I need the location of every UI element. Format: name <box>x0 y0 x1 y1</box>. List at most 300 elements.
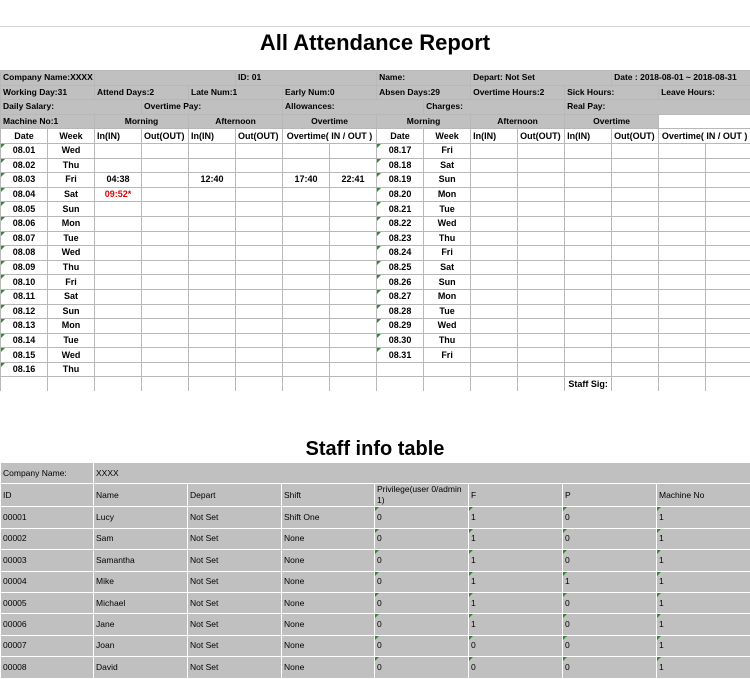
time-cell <box>518 231 565 246</box>
week-cell: Thu <box>48 362 95 377</box>
table-row <box>1 550 750 571</box>
staff-cell: 0 <box>563 614 657 635</box>
time-cell <box>612 348 659 363</box>
header-field: Company Name:XXXX <box>1 71 95 86</box>
column-header: Privilege(user 0/admin 1) <box>375 484 469 507</box>
column-header: Out(OUT) <box>612 129 659 144</box>
staff-cell: Not Set <box>188 635 282 656</box>
time-cell <box>659 158 706 173</box>
company-label: Company Name: <box>1 463 94 484</box>
table-row <box>1 216 750 231</box>
empty-cell <box>377 377 424 391</box>
empty-cell <box>48 377 95 391</box>
staff-cell: 0 <box>375 550 469 571</box>
header-field: Real Pay: <box>565 100 750 115</box>
date-cell: 08.19 <box>377 173 424 188</box>
header-field <box>95 71 236 86</box>
overtime-in-cell <box>283 362 330 377</box>
time-cell <box>565 260 612 275</box>
morning-out-cell <box>142 304 189 319</box>
afternoon-out-cell <box>236 289 283 304</box>
overtime-in-cell <box>283 216 330 231</box>
date-cell: 08.06 <box>1 216 48 231</box>
table-row <box>1 202 750 217</box>
header-field: Overtime Pay: <box>142 100 283 115</box>
week-cell: Fri <box>424 348 471 363</box>
time-cell <box>612 289 659 304</box>
empty-cell <box>471 362 518 377</box>
staff-cell: 0 <box>375 614 469 635</box>
week-cell: Wed <box>48 246 95 261</box>
week-cell: Thu <box>424 231 471 246</box>
week-cell: Mon <box>424 289 471 304</box>
table-row <box>1 614 750 635</box>
overtime-in-cell <box>283 333 330 348</box>
date-cell: 08.16 <box>1 362 48 377</box>
empty-cell <box>1 377 48 391</box>
time-cell <box>659 289 706 304</box>
staff-cell: None <box>282 550 375 571</box>
date-cell: 08.12 <box>1 304 48 319</box>
time-cell <box>612 319 659 334</box>
time-cell <box>518 333 565 348</box>
morning-out-cell <box>142 246 189 261</box>
time-cell <box>471 202 518 217</box>
time-cell <box>659 319 706 334</box>
table-row <box>1 260 750 275</box>
header-field: Working Day:31 <box>1 85 95 100</box>
time-cell <box>612 333 659 348</box>
week-cell: Mon <box>424 187 471 202</box>
header-field: Afternoon <box>189 114 283 129</box>
afternoon-out-cell <box>236 158 283 173</box>
column-header: ID <box>1 484 94 507</box>
morning-in-cell <box>95 143 142 158</box>
morning-in-cell <box>95 158 142 173</box>
empty-cell <box>189 377 236 391</box>
afternoon-in-cell <box>189 231 236 246</box>
afternoon-out-cell <box>236 173 283 188</box>
morning-in-cell <box>95 333 142 348</box>
staff-cell: Not Set <box>188 614 282 635</box>
company-value: XXXX <box>94 463 750 484</box>
staff-cell: 00002 <box>1 528 94 549</box>
time-cell <box>706 260 750 275</box>
time-cell <box>518 246 565 261</box>
week-cell: Tue <box>48 231 95 246</box>
staff-info-title: Staff info table <box>0 436 750 462</box>
staff-cell: 1 <box>657 571 750 592</box>
time-cell <box>471 187 518 202</box>
staff-cell: Lucy <box>94 507 188 528</box>
time-cell <box>612 143 659 158</box>
afternoon-out-cell <box>236 187 283 202</box>
table-row <box>1 304 750 319</box>
header-field: Late Num:1 <box>189 85 283 100</box>
time-cell <box>471 289 518 304</box>
date-cell: 08.17 <box>377 143 424 158</box>
week-cell: Sat <box>424 260 471 275</box>
header-field: Daily Salary: <box>1 100 142 115</box>
week-cell: Mon <box>48 319 95 334</box>
report-header-row <box>1 85 750 100</box>
staff-cell: Jane <box>94 614 188 635</box>
week-cell: Tue <box>424 304 471 319</box>
column-header: Overtime( IN / OUT ) <box>283 129 377 144</box>
overtime-in-cell <box>283 289 330 304</box>
staff-cell: 00001 <box>1 507 94 528</box>
staff-cell: 1 <box>657 635 750 656</box>
afternoon-out-cell <box>236 319 283 334</box>
staff-signature-label: Staff Sig: <box>565 377 612 391</box>
header-field: Overtime Hours:2 <box>471 85 565 100</box>
table-row <box>1 246 750 261</box>
overtime-in-cell <box>283 143 330 158</box>
date-cell: 08.11 <box>1 289 48 304</box>
header-field: Name: <box>377 71 471 86</box>
overtime-in-cell <box>283 304 330 319</box>
date-cell: 08.22 <box>377 216 424 231</box>
time-cell <box>659 260 706 275</box>
staff-cell: 1 <box>469 592 563 613</box>
staff-cell: 0 <box>469 657 563 678</box>
morning-in-cell <box>95 216 142 231</box>
time-cell <box>706 246 750 261</box>
time-cell <box>471 319 518 334</box>
staff-cell: 0 <box>563 635 657 656</box>
afternoon-in-cell <box>189 275 236 290</box>
overtime-out-cell <box>330 187 377 202</box>
afternoon-in-cell <box>189 319 236 334</box>
morning-in-cell <box>95 275 142 290</box>
time-cell <box>659 348 706 363</box>
table-row <box>1 362 750 377</box>
staff-cell: 1 <box>657 657 750 678</box>
overtime-out-cell <box>330 158 377 173</box>
week-cell: Tue <box>48 333 95 348</box>
time-cell <box>471 260 518 275</box>
morning-in-cell <box>95 304 142 319</box>
date-cell: 08.18 <box>377 158 424 173</box>
morning-out-cell <box>142 362 189 377</box>
time-cell <box>706 216 750 231</box>
empty-cell <box>518 377 565 391</box>
report-header-row <box>1 100 750 115</box>
week-cell: Sun <box>424 173 471 188</box>
staff-cell: Not Set <box>188 528 282 549</box>
staff-cell: 1 <box>469 571 563 592</box>
afternoon-in-cell: 12:40 <box>189 173 236 188</box>
time-cell <box>706 202 750 217</box>
column-header: Machine No <box>657 484 750 507</box>
time-cell <box>706 187 750 202</box>
time-cell <box>612 158 659 173</box>
staff-cell: 0 <box>563 507 657 528</box>
staff-cell: 00007 <box>1 635 94 656</box>
time-cell <box>471 348 518 363</box>
morning-in-cell <box>95 231 142 246</box>
time-cell <box>659 216 706 231</box>
morning-out-cell <box>142 158 189 173</box>
week-cell: Thu <box>48 260 95 275</box>
empty-cell <box>706 377 750 391</box>
week-cell: Fri <box>48 275 95 290</box>
time-cell <box>612 260 659 275</box>
time-cell <box>518 260 565 275</box>
staff-cell: 0 <box>375 507 469 528</box>
staff-cell: Not Set <box>188 571 282 592</box>
header-field: Morning <box>377 114 471 129</box>
column-header: Out(OUT) <box>518 129 565 144</box>
time-cell <box>706 348 750 363</box>
staff-cell: 1 <box>563 571 657 592</box>
staff-cell: Joan <box>94 635 188 656</box>
time-cell <box>706 319 750 334</box>
morning-out-cell <box>142 216 189 231</box>
week-cell: Thu <box>424 333 471 348</box>
date-cell: 08.23 <box>377 231 424 246</box>
overtime-out-cell <box>330 231 377 246</box>
week-cell: Wed <box>48 348 95 363</box>
afternoon-out-cell <box>236 216 283 231</box>
time-cell <box>471 143 518 158</box>
column-header: Depart <box>188 484 282 507</box>
staff-cell: 0 <box>563 657 657 678</box>
overtime-out-cell <box>330 260 377 275</box>
week-cell: Sat <box>424 158 471 173</box>
staff-cell: Mike <box>94 571 188 592</box>
table-row <box>1 143 750 158</box>
week-cell: Mon <box>48 216 95 231</box>
header-field: Absen Days:29 <box>377 85 471 100</box>
staff-cell: 00005 <box>1 592 94 613</box>
week-cell: Tue <box>424 202 471 217</box>
date-cell: 08.07 <box>1 231 48 246</box>
time-cell <box>706 143 750 158</box>
empty-cell <box>518 362 565 377</box>
column-header-row <box>1 129 750 144</box>
column-header: Out(OUT) <box>236 129 283 144</box>
afternoon-out-cell <box>236 260 283 275</box>
header-field: Early Num:0 <box>283 85 377 100</box>
empty-cell <box>142 377 189 391</box>
staff-header-row <box>1 484 750 507</box>
staff-cell: None <box>282 657 375 678</box>
company-row <box>1 463 750 484</box>
staff-cell: 0 <box>375 592 469 613</box>
empty-cell <box>95 377 142 391</box>
table-row <box>1 528 750 549</box>
staff-cell: None <box>282 571 375 592</box>
date-cell: 08.13 <box>1 319 48 334</box>
time-cell <box>565 348 612 363</box>
afternoon-out-cell <box>236 348 283 363</box>
morning-in-cell <box>95 246 142 261</box>
table-row <box>1 173 750 188</box>
column-header: Week <box>424 129 471 144</box>
morning-out-cell <box>142 275 189 290</box>
morning-out-cell <box>142 231 189 246</box>
header-field: Overtime <box>565 114 659 129</box>
empty-cell <box>424 377 471 391</box>
morning-in-cell <box>95 289 142 304</box>
date-cell: 08.01 <box>1 143 48 158</box>
date-cell: 08.31 <box>377 348 424 363</box>
table-row <box>1 348 750 363</box>
overtime-out-cell <box>330 289 377 304</box>
time-cell <box>612 187 659 202</box>
overtime-in-cell <box>283 187 330 202</box>
time-cell <box>612 202 659 217</box>
date-cell: 08.14 <box>1 333 48 348</box>
staff-cell: Shift One <box>282 507 375 528</box>
afternoon-out-cell <box>236 143 283 158</box>
afternoon-out-cell <box>236 333 283 348</box>
table-row <box>1 231 750 246</box>
afternoon-in-cell <box>189 187 236 202</box>
column-header: Name <box>94 484 188 507</box>
table-row <box>1 158 750 173</box>
afternoon-in-cell <box>189 246 236 261</box>
morning-out-cell <box>142 348 189 363</box>
morning-out-cell <box>142 260 189 275</box>
overtime-out-cell <box>330 202 377 217</box>
week-cell: Sun <box>48 202 95 217</box>
time-cell <box>518 289 565 304</box>
overtime-in-cell <box>283 260 330 275</box>
staff-cell: 1 <box>469 507 563 528</box>
report-header-row <box>1 71 750 86</box>
week-cell: Sun <box>424 275 471 290</box>
time-cell <box>706 275 750 290</box>
time-cell <box>706 158 750 173</box>
time-cell <box>659 275 706 290</box>
afternoon-in-cell <box>189 260 236 275</box>
header-field: Overtime <box>283 114 377 129</box>
date-cell: 08.08 <box>1 246 48 261</box>
column-header: Week <box>48 129 95 144</box>
week-cell: Fri <box>48 173 95 188</box>
header-field: Attend Days:2 <box>95 85 189 100</box>
morning-in-cell <box>95 202 142 217</box>
time-cell <box>518 158 565 173</box>
week-cell: Sun <box>48 304 95 319</box>
afternoon-out-cell <box>236 275 283 290</box>
time-cell <box>612 216 659 231</box>
time-cell <box>518 304 565 319</box>
time-cell <box>659 143 706 158</box>
column-header: Overtime( IN / OUT ) <box>659 129 750 144</box>
date-cell: 08.29 <box>377 319 424 334</box>
overtime-in-cell: 17:40 <box>283 173 330 188</box>
staff-cell: 0 <box>375 635 469 656</box>
column-header: In(IN) <box>565 129 612 144</box>
overtime-in-cell <box>283 158 330 173</box>
date-cell: 08.02 <box>1 158 48 173</box>
staff-cell: Not Set <box>188 507 282 528</box>
staff-cell: Not Set <box>188 657 282 678</box>
morning-in-cell: 09:52* <box>95 187 142 202</box>
overtime-in-cell <box>283 348 330 363</box>
staff-cell: Samantha <box>94 550 188 571</box>
time-cell <box>518 173 565 188</box>
column-header: F <box>469 484 563 507</box>
empty-cell <box>612 362 659 377</box>
time-cell <box>565 158 612 173</box>
overtime-out-cell <box>330 246 377 261</box>
time-cell <box>565 333 612 348</box>
overtime-out-cell <box>330 333 377 348</box>
week-cell: Fri <box>424 143 471 158</box>
time-cell <box>612 173 659 188</box>
header-field: Depart: Not Set <box>471 71 612 86</box>
staff-cell: 1 <box>469 550 563 571</box>
staff-cell: 1 <box>657 507 750 528</box>
afternoon-in-cell <box>189 158 236 173</box>
time-cell <box>518 202 565 217</box>
header-field: Charges: <box>424 100 565 115</box>
time-cell <box>706 333 750 348</box>
time-cell <box>612 246 659 261</box>
week-cell: Sat <box>48 187 95 202</box>
staff-cell: None <box>282 635 375 656</box>
date-cell: 08.09 <box>1 260 48 275</box>
time-cell <box>706 173 750 188</box>
staff-cell: David <box>94 657 188 678</box>
afternoon-in-cell <box>189 143 236 158</box>
time-cell <box>471 333 518 348</box>
time-cell <box>565 202 612 217</box>
header-field: Morning <box>95 114 189 129</box>
staff-cell: Not Set <box>188 592 282 613</box>
time-cell <box>565 216 612 231</box>
morning-in-cell <box>95 362 142 377</box>
afternoon-out-cell <box>236 362 283 377</box>
overtime-out-cell <box>330 143 377 158</box>
time-cell <box>565 304 612 319</box>
staff-cell: 0 <box>563 592 657 613</box>
empty-cell <box>283 377 330 391</box>
time-cell <box>518 143 565 158</box>
time-cell <box>659 187 706 202</box>
date-cell: 08.24 <box>377 246 424 261</box>
header-field: Afternoon <box>471 114 565 129</box>
afternoon-in-cell <box>189 333 236 348</box>
staff-cell: 0 <box>469 635 563 656</box>
week-cell: Wed <box>424 216 471 231</box>
afternoon-out-cell <box>236 304 283 319</box>
date-cell: 08.30 <box>377 333 424 348</box>
header-field: Allowances: <box>283 100 424 115</box>
time-cell <box>612 304 659 319</box>
date-cell: 08.21 <box>377 202 424 217</box>
column-header: Shift <box>282 484 375 507</box>
date-cell: 08.25 <box>377 260 424 275</box>
time-cell <box>471 275 518 290</box>
empty-cell <box>236 377 283 391</box>
table-row <box>1 333 750 348</box>
overtime-out-cell <box>330 275 377 290</box>
time-cell <box>518 216 565 231</box>
time-cell <box>471 246 518 261</box>
time-cell <box>565 173 612 188</box>
header-field: ID: 01 <box>236 71 377 86</box>
time-cell <box>706 304 750 319</box>
time-cell <box>659 231 706 246</box>
overtime-in-cell <box>283 246 330 261</box>
time-cell <box>565 187 612 202</box>
staff-cell: 1 <box>469 528 563 549</box>
